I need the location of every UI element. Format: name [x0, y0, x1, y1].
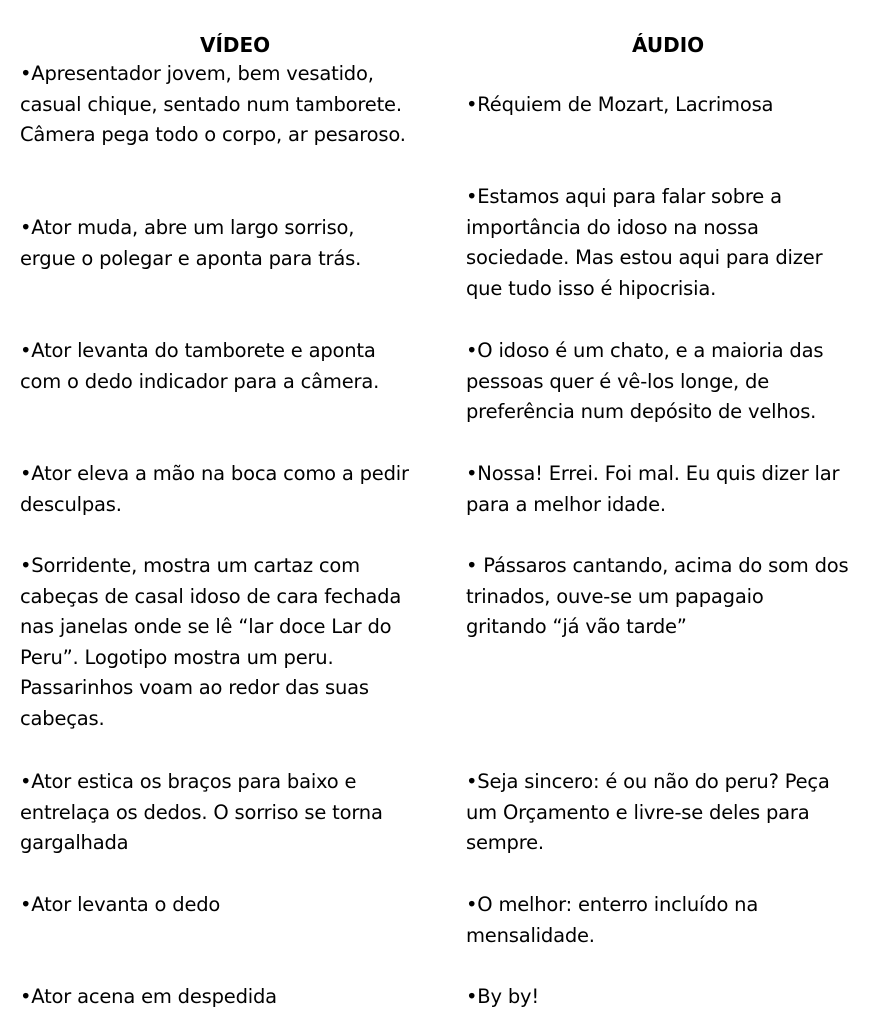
row-5-video: •Sorridente, mostra um cartaz com cabeças de casal idoso de cara fechada nas janelas onde se lê “lar doce Lar do Peru”. Logotipo mostra um peru. Passarinhos voam ao redor das suas cabeças.	[20, 554, 402, 730]
audio-column-header: ÁUDIO	[632, 33, 705, 57]
video-column-header: VÍDEO	[200, 33, 271, 57]
row-4-audio: •Nossa! Errei. Foi mal. Eu quis dizer lar para a melhor idade.	[466, 462, 840, 516]
row-8-audio: •By by!	[466, 985, 539, 1008]
row-2-video: •Ator muda, abre um largo sorriso, ergue o polegar e aponta para trás.	[20, 216, 362, 270]
row-3-video: •Ator levanta do tamborete e aponta com o dedo indicador para a câmera.	[20, 339, 380, 393]
row-5-audio: • Pássaros cantando, acima do som dos trinados, ouve-se um papagaio gritando “já vão tarde”	[466, 554, 849, 639]
row-3-audio: •O idoso é um chato, e a maioria das pessoas quer é vê-los longe, de preferência num depósito de velhos.	[466, 339, 824, 424]
row-6-video: •Ator estica os braços para baixo e entrelaça os dedos. O sorriso se torna gargalhada	[20, 770, 383, 855]
row-4-video: •Ator eleva a mão na boca como a pedir desculpas.	[20, 462, 409, 516]
row-1-audio: •Réquiem de Mozart, Lacrimosa	[466, 93, 774, 116]
row-6-audio: •Seja sincero: é ou não do peru? Peça um Orçamento e livre-se deles para sempre.	[466, 770, 830, 855]
row-8-video: •Ator acena em despedida	[20, 985, 277, 1008]
row-7-audio: •O melhor: enterro incluído na mensalidade.	[466, 893, 759, 947]
row-2-audio: •Estamos aqui para falar sobre a importância do idoso na nossa sociedade. Mas estou aqui para dizer que tudo isso é hipocrisia.	[466, 185, 823, 300]
row-1-video: •Apresentador jovem, bem vesatido, casual chique, sentado num tamborete. Câmera pega todo o corpo, ar pesaroso.	[20, 62, 406, 147]
row-7-video: •Ator levanta o dedo	[20, 893, 221, 916]
